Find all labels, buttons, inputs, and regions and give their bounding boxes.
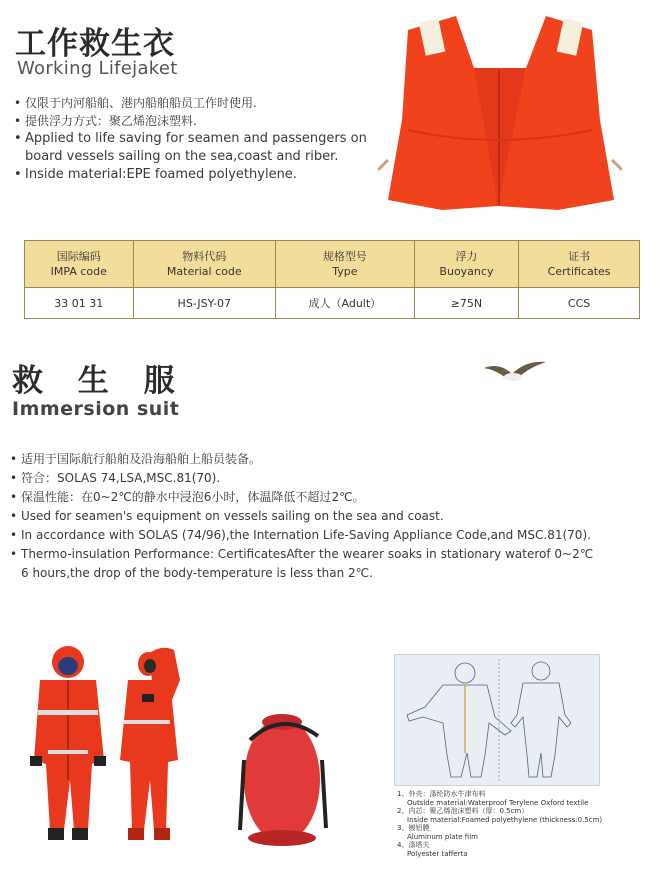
lifejacket-bullet: • 仅限于内河船舶、港内船舶船员工作时使用. <box>14 94 384 112</box>
header-impa: 国际编码 IMPA code <box>25 241 134 288</box>
cell-material: HS-JSY-07 <box>133 288 275 319</box>
immersion-bullet: • Thermo-insulation Performance: CertificatesAfter the wearer soaks in stationary waterof 0~2℃ <box>10 545 650 564</box>
lifejacket-spec-table <box>24 240 640 319</box>
cell-buoyancy: ≥75N <box>414 288 519 319</box>
header-buoyancy: 浮力 Buoyancy <box>414 241 519 288</box>
lifejacket-bullet: • Inside material:EPE foamed polyethylene. <box>14 166 384 184</box>
table-row <box>25 288 640 319</box>
lifejacket-bullet: • Applied to life saving for seamen and passengers on board vessels sailing on the sea,coast and riber. <box>14 130 384 166</box>
header-material: 物料代码 Material code <box>133 241 275 288</box>
lifejacket-bullets <box>14 94 384 184</box>
immersion-bullet: • 保温性能：在0~2℃的静水中浸泡6小时，体温降低不超过2℃。 <box>10 488 650 507</box>
header-certificates: 证书 Certificates <box>519 241 640 288</box>
legend-item-en: Outside material:Waterproof Terylene Oxford textile <box>407 798 589 807</box>
immersion-bullet: • 适用于国际航行船舶及沿海船舶上船员装备。 <box>10 450 650 469</box>
header-type: 规格型号 Type <box>276 241 415 288</box>
cell-type: 成人（Adult） <box>276 288 415 319</box>
immersion-title-en: Immersion suit <box>12 398 180 420</box>
legend-item-cn: 2、内芯：聚乙烯泡沫塑料（厚：0.5cm） <box>397 807 529 815</box>
immersion-bullet-continuation: 6 hours,the drop of the body-temperature is less than 2℃. <box>21 566 373 580</box>
immersion-bullet: • Used for seamen's equipment on vessels sailing on the sea and coast. <box>10 507 650 526</box>
lifejacket-title-cn: 工作救生衣 <box>15 26 175 62</box>
legend-item-cn: 4、涤塔夫 <box>397 841 430 849</box>
legend-item-en: Aluminum plate film <box>407 832 478 841</box>
lifejacket-photo <box>378 10 622 220</box>
lifejacket-bullet: • 提供浮力方式：聚乙烯泡沫塑料. <box>14 112 384 130</box>
legend-item-cn: 3、镀铝膜 <box>397 824 430 832</box>
immersion-suit-bag-photo <box>230 700 335 858</box>
table-header-row <box>25 241 640 288</box>
immersion-bullets <box>10 450 650 583</box>
cell-impa: 33 01 31 <box>25 288 134 319</box>
immersion-bullet: • In accordance with SOLAS (74/96),the Internation Life-Saving Appliance Code,and MSC.81(70). <box>10 526 650 545</box>
seagull-image <box>482 358 548 388</box>
legend-item-en: Inside material:Foamed polyethylene (thickness:0.5cm) <box>407 815 603 824</box>
diagram-legend <box>397 790 637 858</box>
cell-certificates: CCS <box>519 288 640 319</box>
legend-item-cn: 1、外壳：涤纶防水牛津布料 <box>397 790 486 798</box>
legend-item-en: Polyester tafferta <box>407 849 468 858</box>
immersion-suit-photo <box>22 640 222 855</box>
immersion-suit-diagram <box>394 654 600 786</box>
lifejacket-title-en: Working Lifejaket <box>17 58 178 79</box>
immersion-bullet: • 符合：SOLAS 74,LSA,MSC.81(70). <box>10 469 650 488</box>
immersion-title-cn: 救 生 服 <box>12 363 187 399</box>
